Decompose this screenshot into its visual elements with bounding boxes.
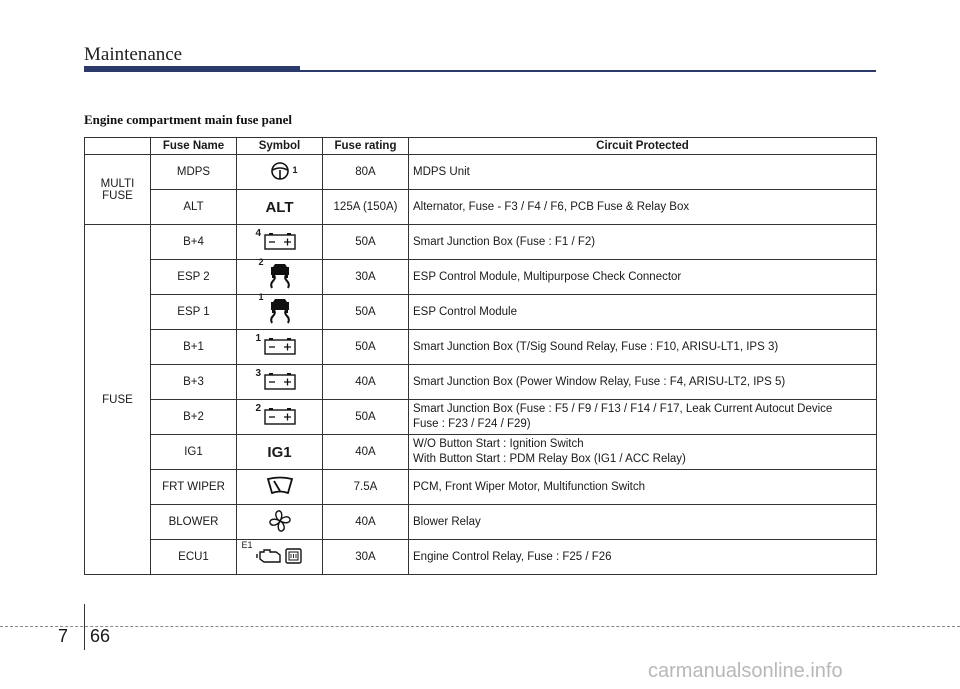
table-row (85, 260, 877, 295)
circuit-protected (409, 260, 877, 295)
fuse-name: ECU1 (151, 540, 237, 575)
engine-ecu-icon (256, 546, 304, 566)
symbol-cell (237, 225, 323, 260)
battery-icon (264, 232, 296, 250)
fuse-rating: 50A (323, 330, 409, 365)
fuse-rating: 40A (323, 365, 409, 400)
symbol-cell (237, 155, 323, 190)
fuse-rating: 50A (323, 295, 409, 330)
header-blank (85, 138, 151, 155)
fuse-name: MDPS (151, 155, 237, 190)
circuit-protected (409, 365, 877, 400)
watermark: carmanualsonline.info (648, 660, 843, 682)
table-row (85, 190, 877, 225)
table-row (85, 225, 877, 260)
circuit-protected (409, 330, 877, 365)
fuse-rating: 30A (323, 540, 409, 575)
circuit-protected (409, 225, 877, 260)
symbol-cell (237, 330, 323, 365)
symbol-cell (237, 435, 323, 470)
fuse-name: BLOWER (151, 505, 237, 540)
fuse-table (84, 137, 877, 575)
table-row (85, 400, 877, 435)
symbol-number: 2 (258, 256, 264, 267)
table-row (85, 540, 877, 575)
table-row (85, 505, 877, 540)
fuse-rating: 40A (323, 505, 409, 540)
symbol-text: ALT (265, 198, 294, 216)
fuse-name: ESP 2 (151, 260, 237, 295)
circuit-protected (409, 190, 877, 225)
symbol-number: 1 (292, 164, 298, 175)
circuit-line: PCM, Front Wiper Motor, Multifunction Switch (413, 480, 645, 493)
symbol-cell (237, 470, 323, 505)
circuit-line: ESP Control Module, Multipurpose Check Connector (413, 270, 682, 283)
fuse-rating: 30A (323, 260, 409, 295)
circuit-line: Alternator, Fuse - F3 / F4 / F6, PCB Fuse & Relay Box (413, 200, 690, 213)
header-fuse-name: Fuse Name (151, 138, 237, 155)
fuse-rating: 40A (323, 435, 409, 470)
circuit-line: MDPS Unit (413, 165, 470, 178)
circuit-line: With Button Start : PDM Relay Box (IG1 / ACC Relay) (413, 453, 686, 465)
table-header-row (85, 138, 877, 155)
header-circuit: Circuit Protected (409, 138, 877, 155)
symbol-number: 1 (258, 291, 264, 302)
skid-car-icon (269, 298, 291, 324)
fuse-name: B+3 (151, 365, 237, 400)
symbol-cell (237, 400, 323, 435)
symbol-number: 2 (255, 402, 262, 414)
section-title: Maintenance (84, 44, 183, 65)
fan-icon (268, 509, 292, 533)
symbol-number: 4 (255, 227, 262, 239)
circuit-line: Engine Control Relay, Fuse : F25 / F26 (413, 550, 612, 563)
fuse-rating: 50A (323, 225, 409, 260)
table-row (85, 435, 877, 470)
fuse-name: ALT (151, 190, 237, 225)
circuit-line: Smart Junction Box (Fuse : F1 / F2) (413, 235, 596, 248)
chapter-number: 7 (58, 626, 69, 646)
battery-icon (264, 337, 296, 355)
title-bar (84, 66, 300, 72)
fuse-name: FRT WIPER (151, 470, 237, 505)
panel-subtitle: Engine compartment main fuse panel (84, 112, 292, 127)
fuse-rating: 7.5A (323, 470, 409, 505)
group-fuse: FUSE (85, 225, 151, 575)
circuit-line: Fuse : F23 / F24 / F29) (413, 418, 531, 430)
table-row (85, 330, 877, 365)
page-number: 66 (90, 626, 111, 646)
circuit-line: ESP Control Module (413, 305, 517, 318)
symbol-number: 3 (255, 367, 262, 379)
fuse-name: B+1 (151, 330, 237, 365)
wiper-icon (266, 476, 294, 496)
table-row (85, 365, 877, 400)
footer-separator (84, 604, 85, 650)
fuse-rating: 80A (323, 155, 409, 190)
battery-icon (264, 407, 296, 425)
footer-divider (0, 626, 960, 627)
symbol-cell (237, 540, 323, 575)
header-symbol: Symbol (237, 138, 323, 155)
circuit-protected (409, 470, 877, 505)
symbol-text: IG1 (267, 443, 292, 461)
table-row (85, 295, 877, 330)
table-row (85, 470, 877, 505)
circuit-line: Blower Relay (413, 515, 481, 528)
symbol-cell (237, 256, 323, 295)
circuit-line: Smart Junction Box (Power Window Relay, Fuse : F4, ARISU-LT2, IPS 5) (413, 375, 786, 388)
circuit-line: Smart Junction Box (T/Sig Sound Relay, Fuse : F10, ARISU-LT1, IPS 3) (413, 340, 779, 353)
circuit-protected (409, 155, 877, 190)
circuit-protected (409, 400, 877, 435)
skid-car-icon (269, 263, 291, 289)
fuse-name: B+2 (151, 400, 237, 435)
group-multi-fuse: MULTI FUSE (85, 155, 151, 225)
circuit-line: W/O Button Start : Ignition Switch (413, 438, 584, 450)
symbol-cell (237, 291, 323, 330)
table-row (85, 155, 877, 190)
fuse-name: IG1 (151, 435, 237, 470)
symbol-cell (237, 505, 323, 540)
symbol-number: E1 (241, 539, 253, 550)
fuse-rating: 50A (323, 400, 409, 435)
circuit-protected (409, 540, 877, 575)
fuse-name: B+4 (151, 225, 237, 260)
circuit-protected (409, 435, 877, 470)
symbol-number: 1 (255, 332, 262, 344)
steering-wheel-icon (269, 161, 291, 181)
circuit-protected (409, 505, 877, 540)
symbol-cell (237, 365, 323, 400)
battery-icon (264, 372, 296, 390)
header-fuse-rating: Fuse rating (323, 138, 409, 155)
title-rule (300, 70, 876, 72)
fuse-name: ESP 1 (151, 295, 237, 330)
symbol-cell (237, 190, 323, 225)
fuse-rating: 125A (150A) (323, 190, 409, 225)
circuit-protected (409, 295, 877, 330)
circuit-line: Smart Junction Box (Fuse : F5 / F9 / F13 / F14 / F17, Leak Current Autocut Device (413, 403, 833, 415)
